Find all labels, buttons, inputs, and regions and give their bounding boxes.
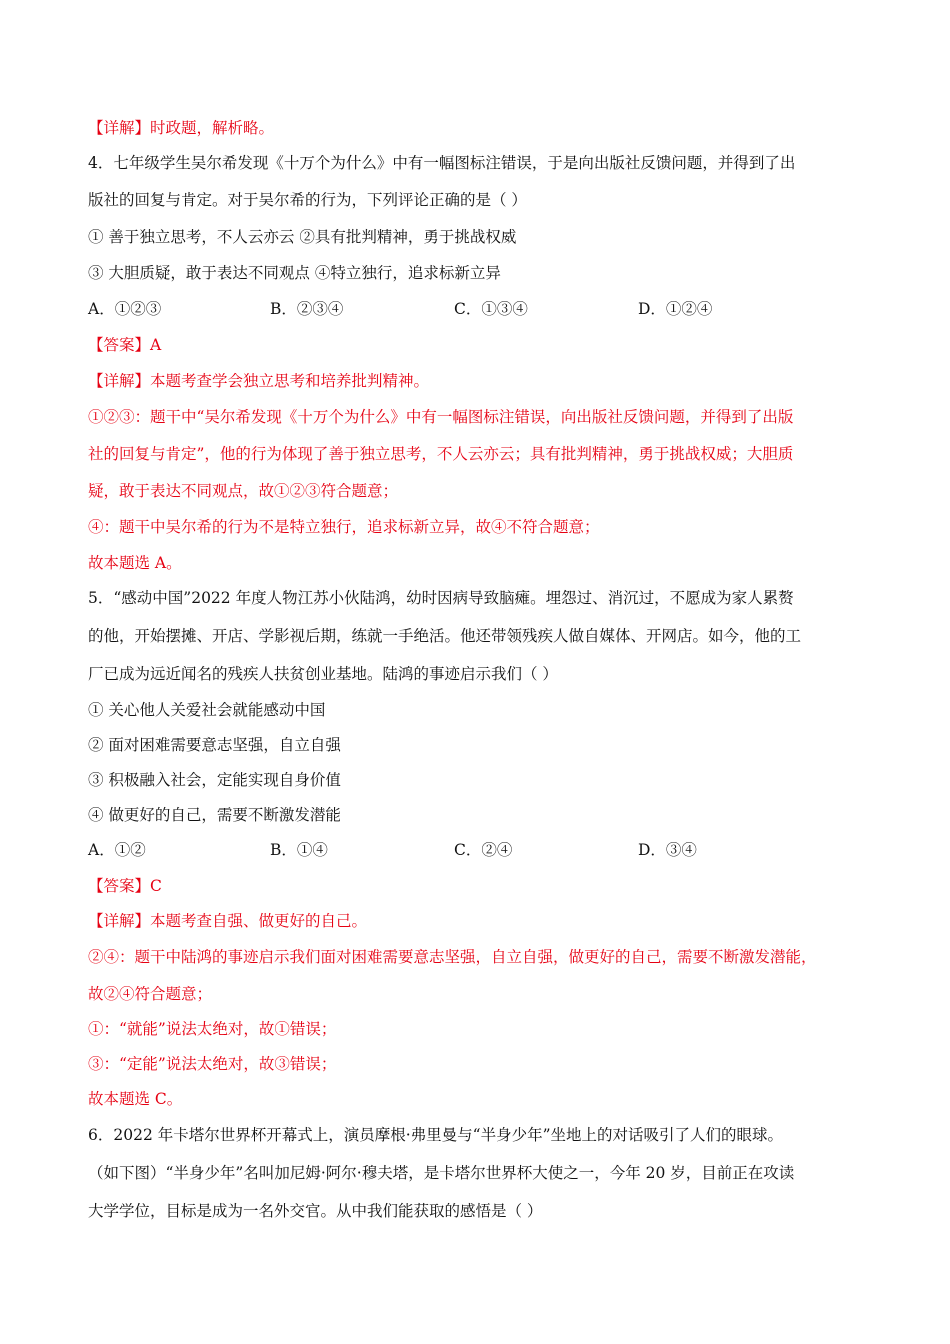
- q4-detail: 【详解】本题考查学会独立思考和培养批判精神。: [88, 372, 430, 390]
- q5-statement-1: ① 关心他人关爱社会就能感动中国: [88, 701, 326, 719]
- q5-analysis-line-3: ①：“就能”说法太绝对，故①错误；: [88, 1020, 337, 1038]
- q5-stem-line-2: 的他，开始摆摊、开店、学影视后期，练就一手绝活。他还带领残疾人做自媒体、开网店。如今，他的工: [88, 627, 802, 645]
- q4-option-a: A．①②③: [88, 300, 162, 318]
- q6-stem-line-2: （如下图）“半身少年”名叫加尼姆·阿尔·穆夫塔，是卡塔尔世界杯大使之一，今年 20 岁，目前正在攻读: [88, 1164, 795, 1182]
- q5-analysis-line-1: ②④：题干中陆鸿的事迹启示我们面对困难需要意志坚强，自立自强，做更好的自己，需要不断激发潜能，: [88, 948, 817, 966]
- q5-option-b: B．①④: [270, 841, 328, 859]
- q5-answer: 【答案】C: [88, 877, 162, 895]
- q4-statement-line-1: ① 善于独立思考，不人云亦云 ②具有批判精神，勇于挑战权威: [88, 228, 517, 246]
- q4-statement-line-2: ③ 大胆质疑，敢于表达不同观点 ④特立独行，追求标新立异: [88, 264, 501, 282]
- q4-analysis-line-4: ④：题干中吴尔希的行为不是特立独行，追求标新立异，故④不符合题意；: [88, 518, 600, 536]
- prev-detail-line: 【详解】时政题，解析略。: [88, 119, 275, 137]
- q5-option-c: C．②④: [454, 841, 513, 859]
- q5-stem-line-1: 5．“感动中国”2022 年度人物江苏小伙陆鸿，幼时因病导致脑瘫。埋怨过、消沉过，不愿成为家人累赘: [88, 589, 794, 607]
- q5-conclusion: 故本题选 C。: [88, 1090, 183, 1108]
- q4-option-b: B．②③④: [270, 300, 344, 318]
- q5-analysis-line-4: ③：“定能”说法太绝对，故③错误；: [88, 1055, 337, 1073]
- q4-option-c: C．①③④: [454, 300, 528, 318]
- q4-option-d: D．①②④: [638, 300, 713, 318]
- q4-stem-line-1: 4．七年级学生吴尔希发现《十万个为什么》中有一幅图标注错误，于是向出版社反馈问题，并得到了出: [88, 154, 796, 172]
- q5-stem-line-3: 厂已成为远近闻名的残疾人扶贫创业基地。陆鸿的事迹启示我们（ ）: [88, 665, 558, 683]
- q4-analysis-line-3: 疑，敢于表达不同观点，故①②③符合题意；: [88, 482, 399, 500]
- q5-analysis-line-2: 故②④符合题意；: [88, 985, 213, 1003]
- q6-stem-line-3: 大学学位，目标是成为一名外交官。从中我们能获取的感悟是（ ）: [88, 1202, 543, 1220]
- q5-statement-3: ③ 积极融入社会，定能实现自身价值: [88, 771, 341, 789]
- q6-stem-line-1: 6．2022 年卡塔尔世界杯开幕式上，演员摩根·弗里曼与“半身少年”坐地上的对话吸引了人们的眼球。: [88, 1126, 784, 1144]
- q5-option-d: D．③④: [638, 841, 697, 859]
- q4-answer: 【答案】A: [88, 336, 162, 354]
- q5-statement-4: ④ 做更好的自己，需要不断激发潜能: [88, 806, 341, 824]
- q4-analysis-line-2: 社的回复与肯定”，他的行为体现了善于独立思考，不人云亦云；具有批判精神，勇于挑战权威；大胆质: [88, 445, 794, 463]
- q5-option-a: A．①②: [88, 841, 146, 859]
- q5-detail: 【详解】本题考查自强、做更好的自己。: [88, 912, 368, 930]
- q4-conclusion: 故本题选 A。: [88, 554, 182, 572]
- q5-statement-2: ② 面对困难需要意志坚强，自立自强: [88, 736, 341, 754]
- q4-analysis-line-1: ①②③：题干中“吴尔希发现《十万个为什么》中有一幅图标注错误，向出版社反馈问题，并得到了出版: [88, 408, 794, 426]
- q4-stem-line-2: 版社的回复与肯定。对于吴尔希的行为，下列评论正确的是（ ）: [88, 191, 527, 209]
